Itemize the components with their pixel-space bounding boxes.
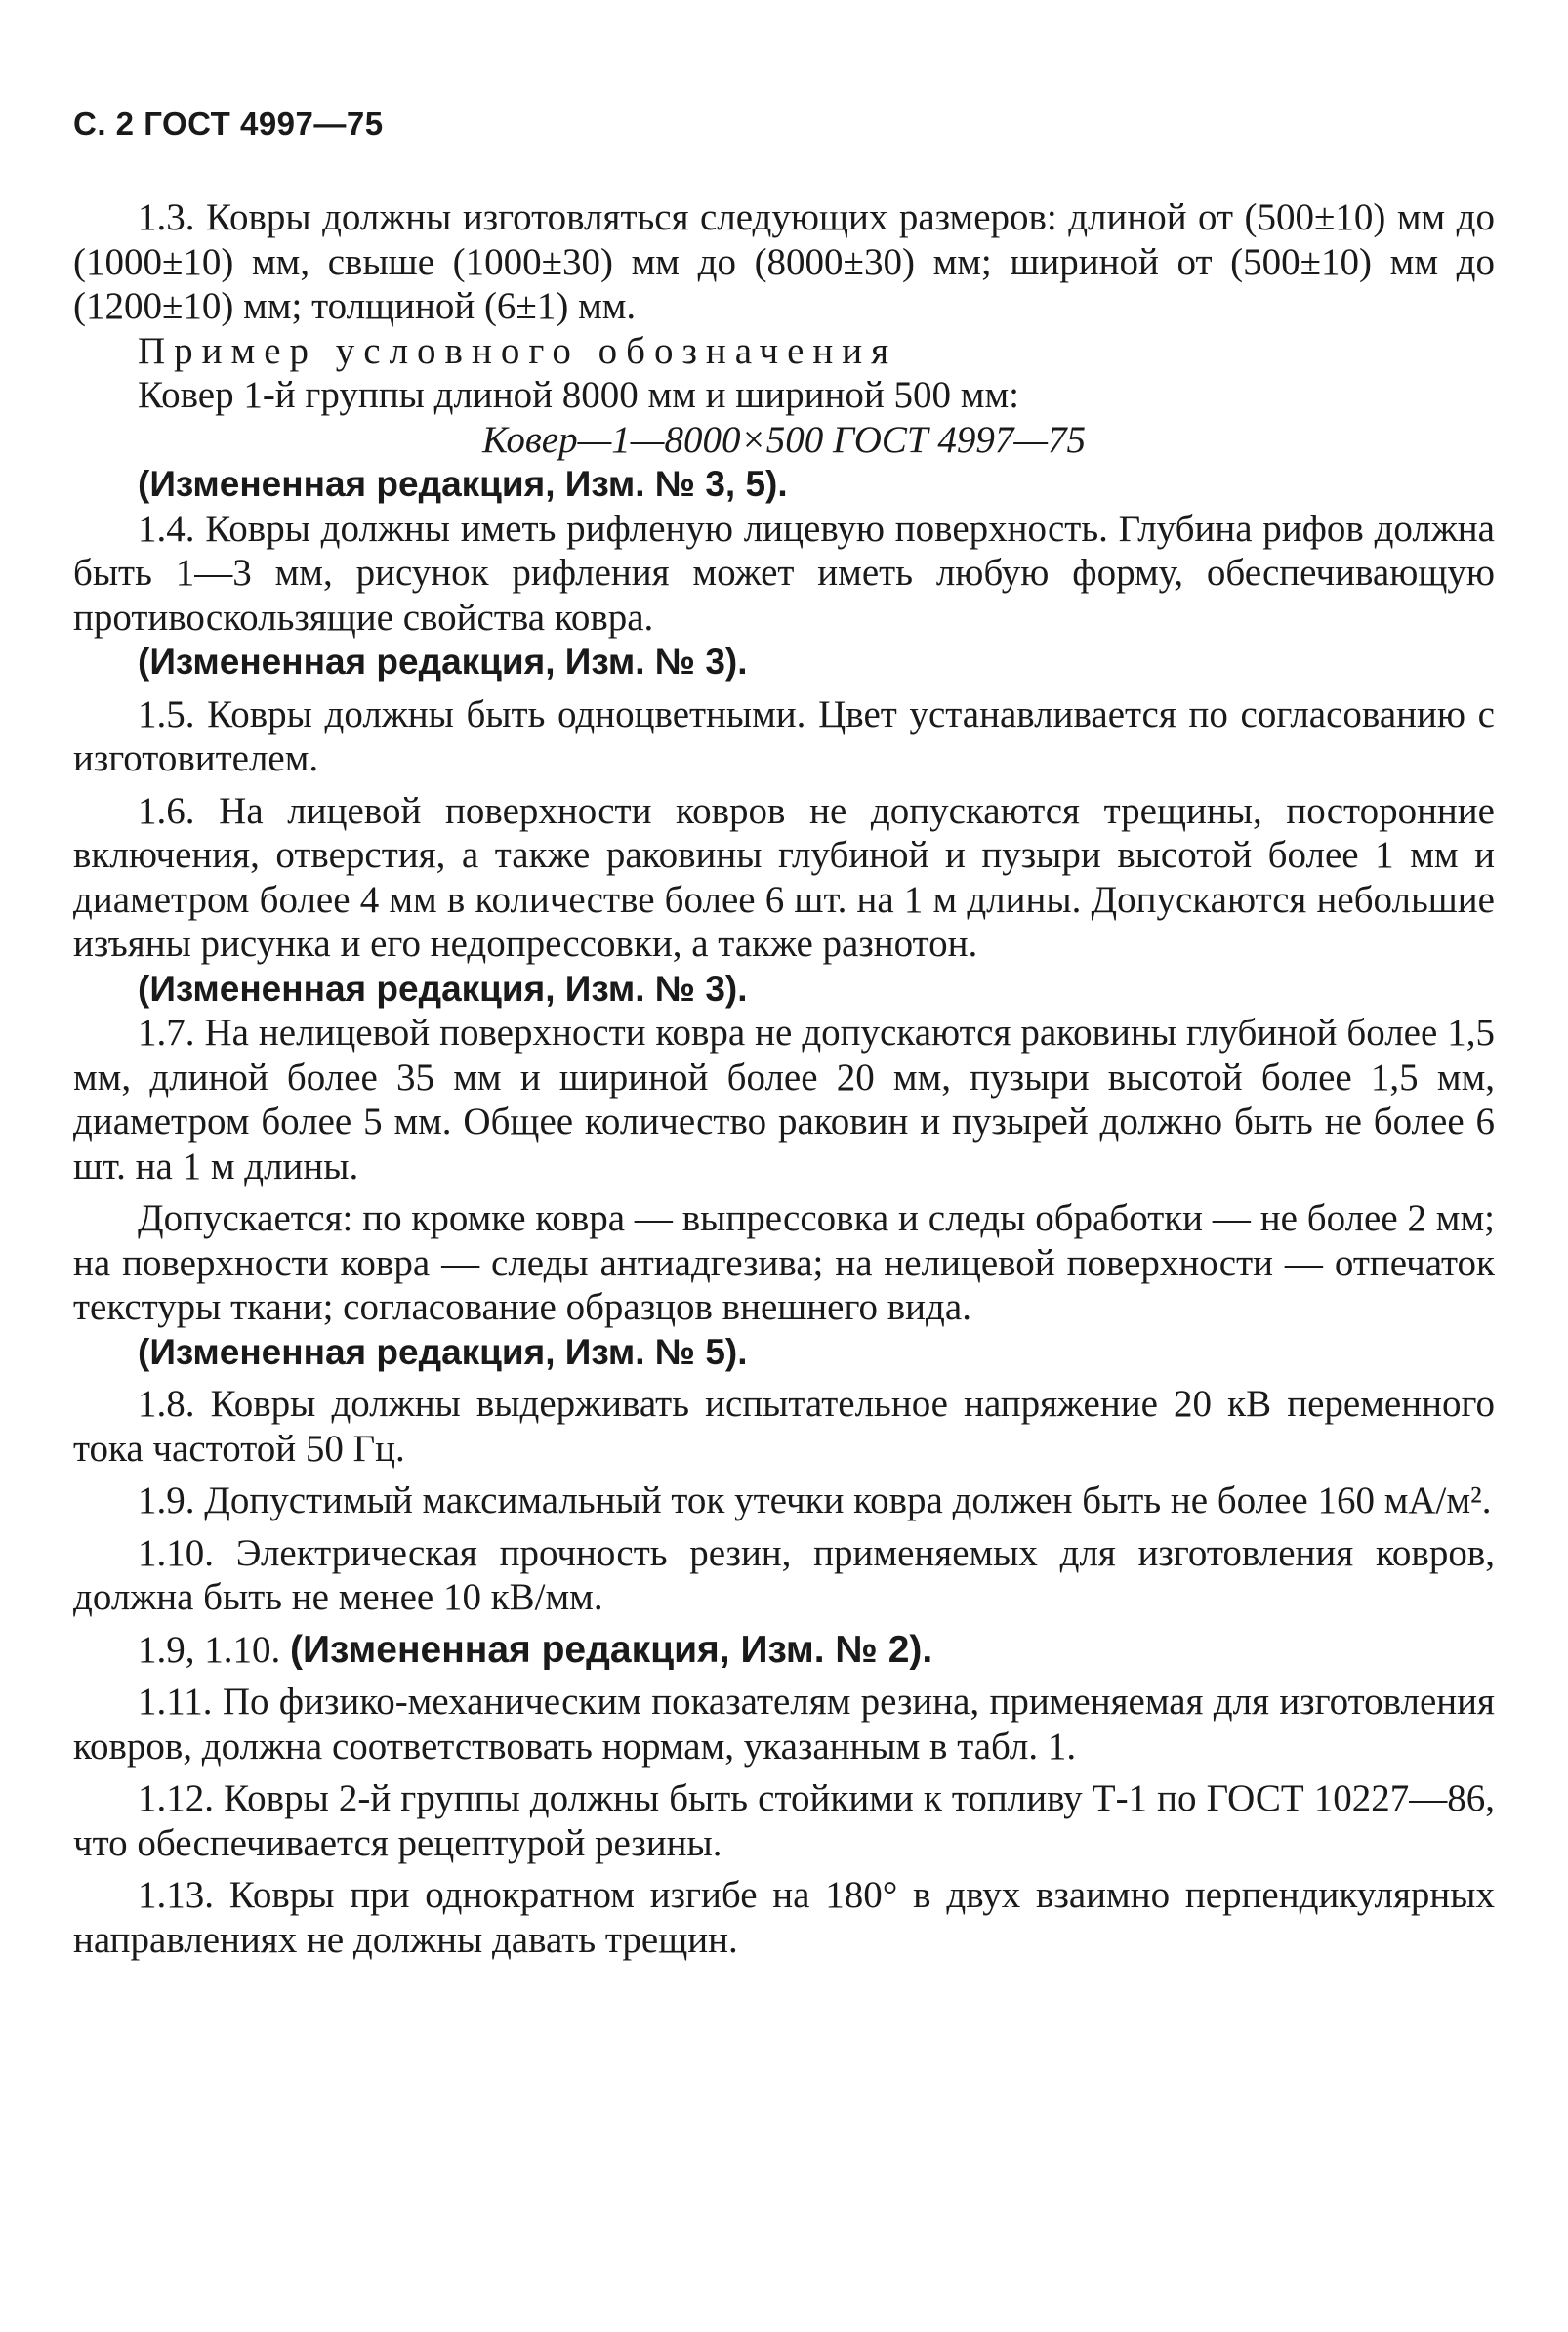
amendment-note: (Измененная редакция, Изм. № 3). — [138, 642, 748, 682]
clause-1-7: 1.7. На нелицевой поверхности ковра не допускаются раковины глубиной более 1,5 мм, длиной более 35 мм и шириной более 20 мм, пузыри высотой более 1,5 мм, диаметром более 5 мм. Общее количество раковин и пузырей должно быть не более 6 шт. на 1 м длины. — [73, 1012, 1495, 1187]
clause-1-11: 1.11. По физико-механическим показателям резина, применяемая для изготовления ковров, должна соответствовать нормам, указанным в табл. 1. — [73, 1681, 1495, 1768]
clause-ref: 1.9, 1.10. — [138, 1628, 281, 1671]
clause-1-9: 1.9. Допустимый максимальный ток утечки ковра должен быть не более 160 мА/м². — [138, 1479, 1492, 1521]
example-designation: Ковер—1—8000×500 ГОСТ 4997—75 — [481, 418, 1087, 461]
clause-1-5: 1.5. Ковры должны быть одноцветными. Цвет устанавливается по согласованию с изготовителем. — [73, 692, 1495, 779]
amendment-note: (Измененная редакция, Изм. № 3, 5). — [138, 464, 788, 504]
clause-1-4: 1.4. Ковры должны иметь рифленую лицевую поверхность. Глубина рифов должна быть 1—3 мм, рисунок рифления может иметь любую форму, обеспечивающую противоскользящие свойства ковра. — [73, 507, 1495, 639]
clause-1-8: 1.8. Ковры должны выдерживать испытательное напряжение 20 кВ переменного тока частотой 50 Гц. — [73, 1383, 1495, 1470]
clause-1-13: 1.13. Ковры при однократном изгибе на 180° в двух взаимно перпендикулярных направлениях не должны давать трещин. — [73, 1874, 1495, 1961]
clause-1-3: 1.3. Ковры должны изготовляться следующих размеров: длиной от (500±10) мм до (1000±10) мм, свыше (1000±30) мм до (8000±30) мм; шириной от (500±10) мм до (1200±10) мм; толщиной (6±1) мм. — [73, 196, 1495, 327]
clause-1-7-allowed: Допускается: по кромке ковра — выпрессовка и следы обработки — не более 2 мм; на поверхности ковра — следы антиадгезива; на нелицевой поверхности — отпечаток текстуры ткани; согласование образцов внешнего вида. — [73, 1197, 1495, 1328]
example-heading: Пример условного обозначения — [138, 329, 898, 372]
amendment-note: (Измененная редакция, Изм. № 2). — [290, 1628, 933, 1671]
page-header: С. 2 ГОСТ 4997—75 — [73, 105, 384, 142]
clause-1-9-1-10-amendment — [73, 1628, 1495, 1673]
amendment-note: (Измененная редакция, Изм. № 3). — [138, 968, 748, 1009]
clause-1-12: 1.12. Ковры 2-й группы должны быть стойкими к топливу Т-1 по ГОСТ 10227—86, что обеспечивается рецептурой резины. — [73, 1777, 1495, 1864]
clause-1-6: 1.6. На лицевой поверхности ковров не допускаются трещины, посторонние включения, отверстия, а также раковины глубиной и пузыри высотой более 1 мм и диаметром более 4 мм в количестве более 6 шт. на 1 м длины. Допускаются небольшие изъяны рисунка и его недопрессовки, а также разнотон. — [73, 789, 1495, 965]
clause-1-10: 1.10. Электрическая прочность резин, применяемых для изготовления ковров, должна быть не менее 10 кВ/мм. — [73, 1531, 1495, 1618]
amendment-note: (Измененная редакция, Изм. № 5). — [138, 1331, 748, 1372]
example-text: Ковер 1-й группы длиной 8000 мм и шириной 500 мм: — [138, 374, 1019, 416]
